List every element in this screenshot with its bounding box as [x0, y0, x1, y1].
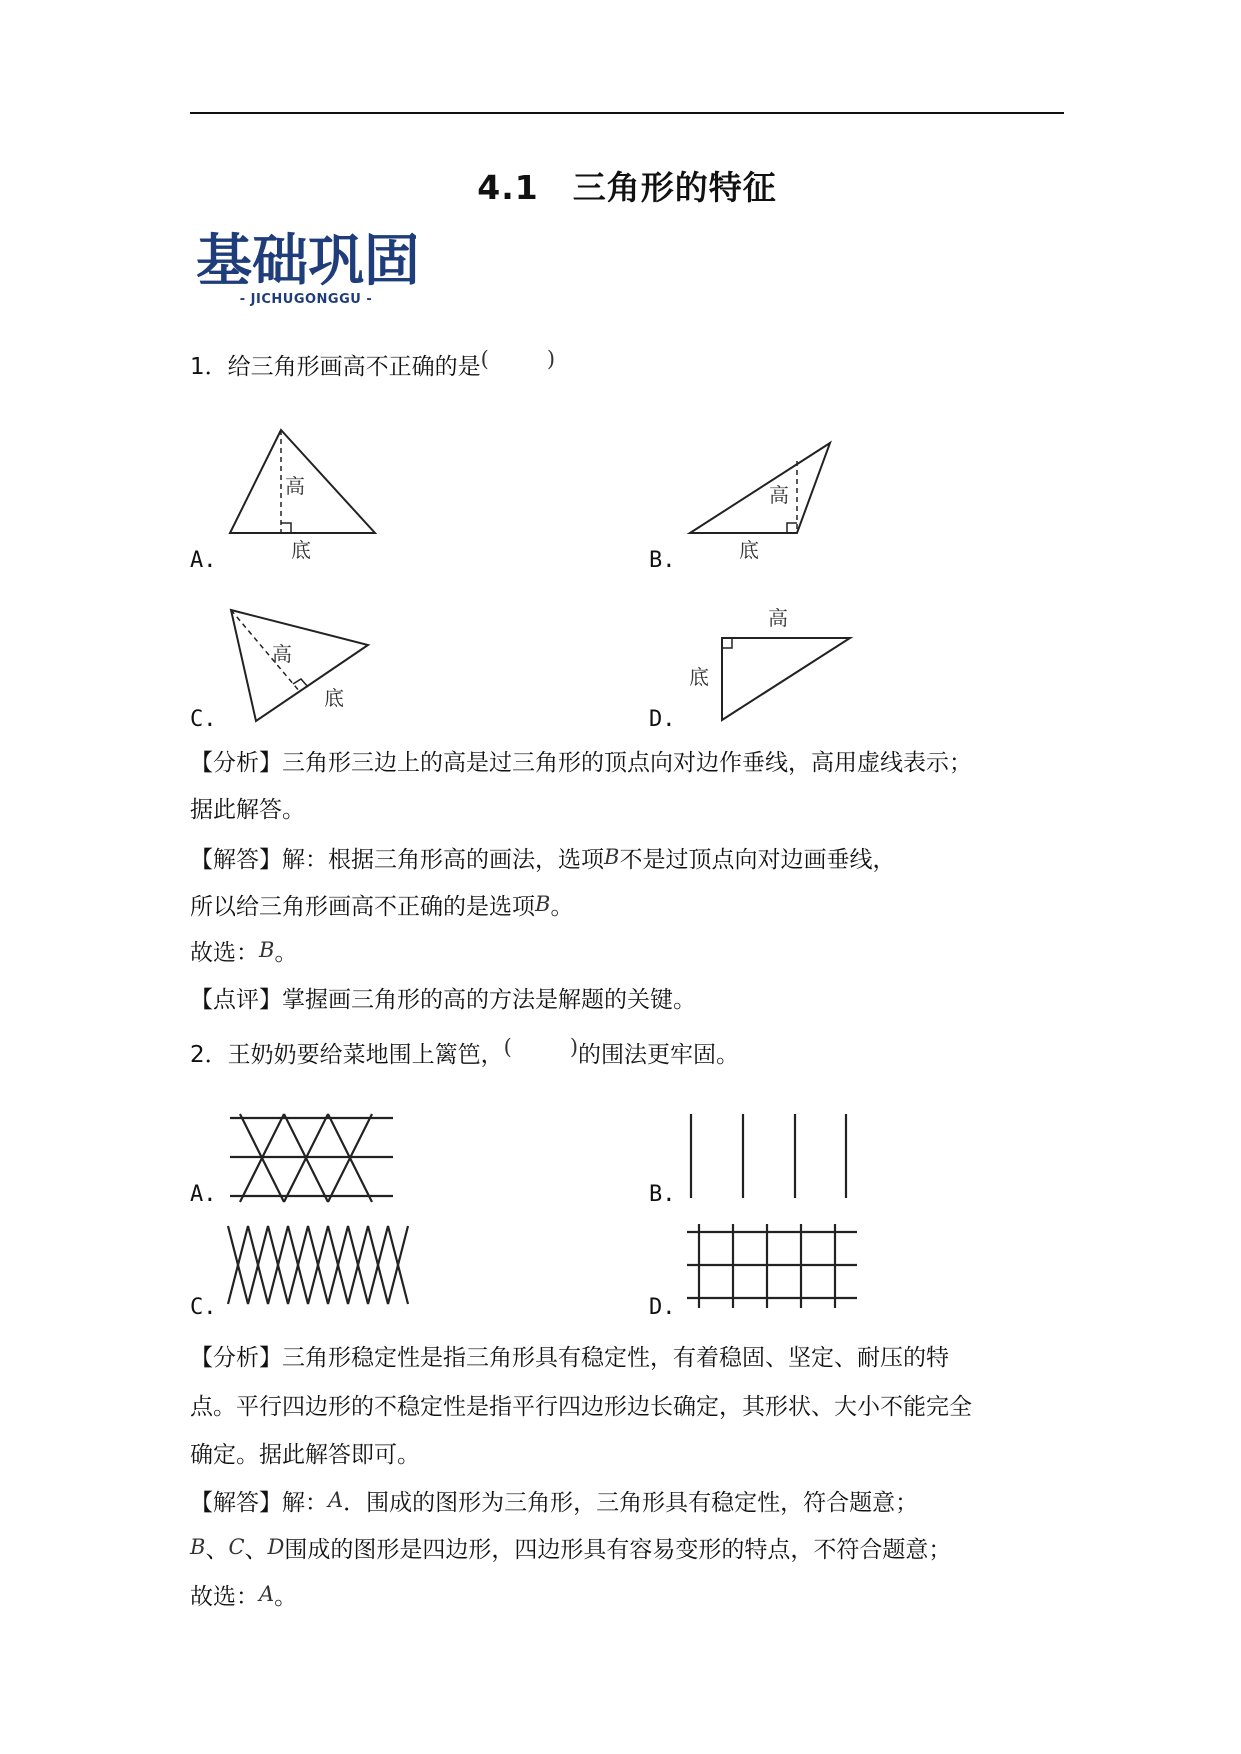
option-var: A [328, 1488, 344, 1512]
height-label: 高 [285, 474, 305, 498]
q1-option-b-label: B. [649, 548, 676, 573]
triangle [231, 610, 368, 721]
option-var: D [267, 1535, 285, 1559]
paren-open: ( [503, 1035, 512, 1059]
q1-stem: 1．给三角形画高不正确的是( ) [190, 347, 556, 380]
page-title: 4.1 三角形的特征 [477, 168, 777, 207]
q1-option-a-label: A. [190, 548, 217, 573]
analysis-tag: 【分析】 [190, 750, 282, 776]
q1-analysis-line2: 据此解答。 [190, 797, 305, 823]
triangle [690, 443, 830, 533]
q2-option-b-figure [680, 1110, 860, 1202]
q2-analysis-line3: 确定。据此解答即可。 [190, 1442, 420, 1468]
paren-close: ) [569, 1035, 579, 1059]
q1-option-d-figure [685, 600, 855, 730]
q2-option-d-label: D. [649, 1295, 676, 1320]
right-angle-mark [722, 638, 732, 648]
q2-solution-line2: B、C、D围成的图形是四边形，四边形具有容易变形的特点，不符合题意； [190, 1535, 952, 1563]
section-banner-art [196, 228, 416, 308]
q1-comment: 【点评】掌握画三角形的高的方法是解题的关键。 [190, 987, 696, 1013]
right-angle-mark [281, 523, 291, 533]
section-badge-subtext: - JICHUGONGGU - [239, 292, 373, 307]
q1-choose: 故选：B。 [190, 938, 298, 966]
q1-option-c-label: C. [190, 707, 217, 732]
solution-tag: 【解答】 [190, 847, 282, 873]
triangle [722, 638, 850, 720]
height-label: 高 [272, 642, 292, 666]
option-var: B [259, 938, 275, 962]
option-var: B [535, 892, 551, 916]
q1-option-d-label: D. [649, 707, 676, 732]
header-rule [190, 112, 1064, 114]
height-label: 高 [769, 483, 789, 507]
base-label: 底 [689, 665, 709, 689]
option-var: A [259, 1582, 275, 1606]
option-var: C [228, 1535, 245, 1559]
paren-close: ) [546, 347, 556, 371]
q1-option-c-figure [222, 605, 382, 730]
solution-tag: 【解答】 [190, 1490, 282, 1516]
section-banner [196, 228, 416, 312]
q2-option-d-figure [685, 1222, 860, 1310]
base-label: 底 [739, 538, 759, 562]
q2-option-c-label: C. [190, 1295, 217, 1320]
option-var: B [604, 845, 620, 869]
q2-option-b-label: B. [649, 1182, 676, 1207]
q2-analysis-line2: 点。平行四边形的不稳定性是指平行四边形边长确定，其形状、大小不能完全 [190, 1394, 972, 1420]
q2-option-a-figure [228, 1112, 398, 1204]
base-label: 底 [324, 686, 344, 710]
q2-option-a-label: A. [190, 1182, 217, 1207]
height-label: 高 [768, 606, 788, 630]
q2-stem: 2．王奶奶要给菜地围上篱笆，( )的围法更牢固。 [190, 1035, 740, 1068]
right-angle-mark [787, 523, 797, 533]
q2-choose: 故选：A。 [190, 1582, 298, 1610]
option-var: B [190, 1535, 206, 1559]
q2-solution-line1: 【解答】解：A．围成的图形为三角形，三角形具有稳定性，符合题意； [190, 1488, 919, 1516]
q1-option-b-figure [685, 435, 840, 570]
q2-option-c-figure [226, 1222, 416, 1310]
paren-open: ( [480, 347, 489, 371]
q1-solution-line1: 【解答】解：根据三角形高的画法，选项B不是过顶点向对边画垂线， [190, 845, 896, 873]
section-badge-text: 基础巩固 [196, 229, 416, 294]
q1-analysis-line1: 【分析】三角形三边上的高是过三角形的顶点向对边作垂线，高用虚线表示； [190, 750, 972, 776]
q1-option-a-figure [225, 425, 385, 575]
q2-analysis-line1: 【分析】三角形稳定性是指三角形具有稳定性，有着稳固、坚定、耐压的特 [190, 1345, 949, 1371]
base-label: 底 [291, 538, 311, 562]
analysis-tag: 【分析】 [190, 1345, 282, 1371]
q1-solution-line2: 所以给三角形画高不正确的是选项B。 [190, 892, 574, 920]
comment-tag: 【点评】 [190, 987, 282, 1013]
